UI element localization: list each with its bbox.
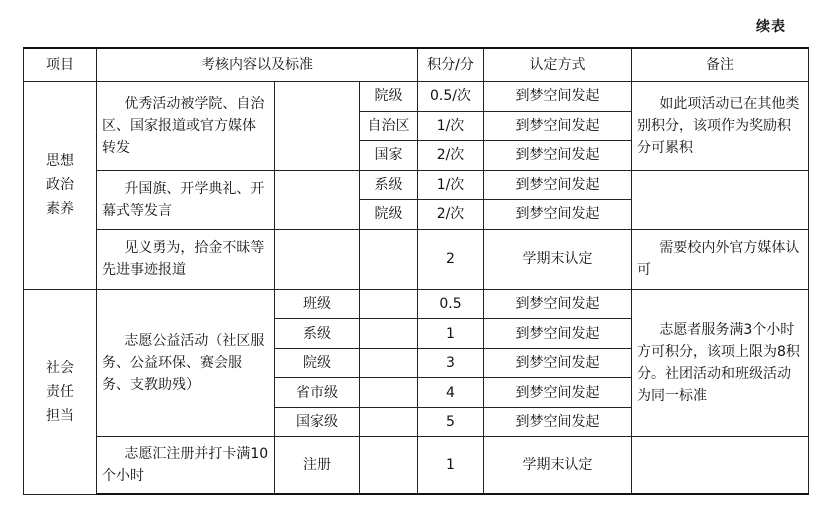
method-cell: 到梦空间发起: [484, 348, 632, 378]
empty-cell: [360, 348, 418, 378]
level-cell: 院级: [360, 82, 418, 112]
level-cell: 注册: [275, 437, 360, 494]
category-social: 社会 责任 担当: [24, 289, 97, 494]
header-method: 认定方式: [484, 48, 632, 82]
points-cell: 2/次: [418, 141, 484, 171]
method-cell: 到梦空间发起: [484, 407, 632, 437]
empty-cell: [275, 170, 360, 229]
method-cell: 到梦空间发起: [484, 200, 632, 230]
points-cell: 1/次: [418, 170, 484, 200]
empty-remark-cell: [632, 170, 809, 229]
points-cell: 1: [418, 437, 484, 494]
content-desc: 见义勇为，拾金不昧等先进事迹报道: [97, 229, 275, 289]
level-cell: 系级: [360, 170, 418, 200]
table-row: [24, 437, 809, 494]
points-cell: 1: [418, 319, 484, 349]
empty-cell: [275, 82, 360, 171]
header-row: [24, 48, 809, 82]
level-cell: 班级: [275, 289, 360, 319]
header-item: 项目: [24, 48, 97, 82]
level-cell: 自治区: [360, 111, 418, 141]
method-cell: 到梦空间发起: [484, 111, 632, 141]
empty-cell: [360, 437, 418, 494]
method-cell: 到梦空间发起: [484, 319, 632, 349]
method-cell: 到梦空间发起: [484, 170, 632, 200]
remark-cell: 需要校内外官方媒体认可: [632, 229, 809, 289]
points-cell: 0.5: [418, 289, 484, 319]
table-row: [24, 289, 809, 319]
category-ideology: 思想 政治 素养: [24, 82, 97, 290]
continued-label: 续表: [756, 19, 786, 35]
empty-cell: [360, 229, 418, 289]
content-desc: 升国旗、开学典礼、开幕式等发言: [97, 170, 275, 229]
points-cell: 5: [418, 407, 484, 437]
remark-cell: 志愿者服务满3个小时方可积分，该项上限为8积分。社团活动和班级活动为同一标准: [632, 289, 809, 437]
method-cell: 到梦空间发起: [484, 289, 632, 319]
method-cell: 到梦空间发起: [484, 82, 632, 112]
method-cell: 到梦空间发起: [484, 141, 632, 171]
level-cell: 院级: [360, 200, 418, 230]
empty-cell: [360, 378, 418, 408]
points-cell: 3: [418, 348, 484, 378]
points-cell: 2/次: [418, 200, 484, 230]
content-desc: 志愿公益活动（社区服务、公益环保、赛会服务、支教助残）: [97, 289, 275, 437]
method-cell: 到梦空间发起: [484, 378, 632, 408]
level-cell: 省市级: [275, 378, 360, 408]
table-row: [24, 82, 809, 112]
table-row: [24, 229, 809, 289]
points-cell: 1/次: [418, 111, 484, 141]
empty-cell: [275, 229, 360, 289]
empty-cell: [360, 319, 418, 349]
content-desc: 优秀活动被学院、自治区、国家报道或官方媒体转发: [97, 82, 275, 171]
assessment-table: [23, 47, 809, 495]
remark-cell: 如此项活动已在其他类别积分，该项作为奖励积分可累积: [632, 82, 809, 171]
points-cell: 2: [418, 229, 484, 289]
level-cell: 国家级: [275, 407, 360, 437]
level-cell: 国家: [360, 141, 418, 171]
empty-cell: [360, 289, 418, 319]
header-remark: 备注: [632, 48, 809, 82]
table-row: [24, 170, 809, 200]
method-cell: 学期末认定: [484, 437, 632, 494]
method-cell: 学期末认定: [484, 229, 632, 289]
header-content: 考核内容以及标准: [97, 48, 418, 82]
points-cell: 0.5/次: [418, 82, 484, 112]
level-cell: 院级: [275, 348, 360, 378]
header-points: 积分/分: [418, 48, 484, 82]
empty-remark-cell: [632, 437, 809, 494]
content-desc: 志愿汇注册并打卡满10个小时: [97, 437, 275, 494]
empty-cell: [360, 407, 418, 437]
points-cell: 4: [418, 378, 484, 408]
level-cell: 系级: [275, 319, 360, 349]
